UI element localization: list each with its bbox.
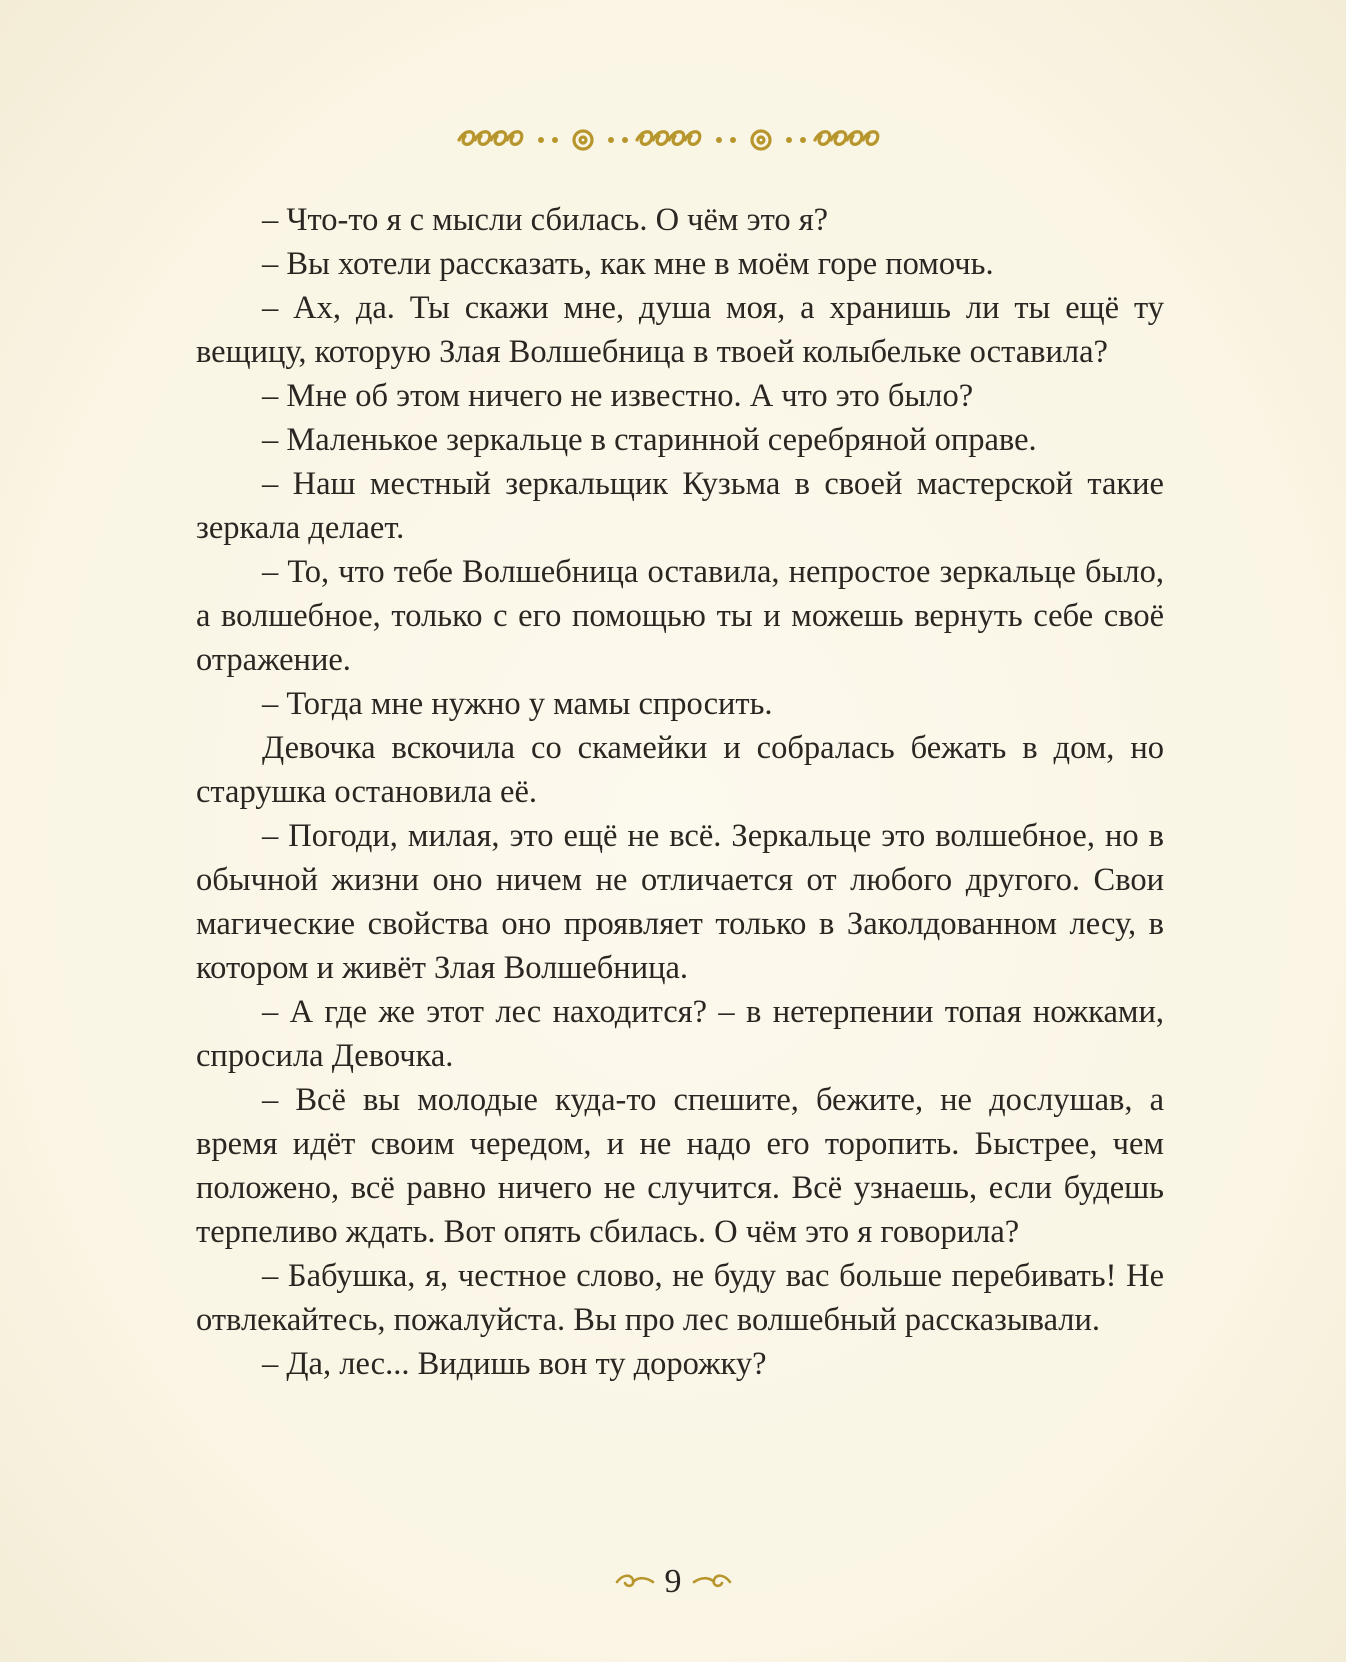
swirl-flourish-right-icon — [692, 1572, 732, 1592]
paragraph: – Наш местный зеркальщик Кузьма в своей мастерской такие зеркала делает. — [196, 466, 1164, 546]
header-ornament — [0, 122, 1346, 158]
paragraph: Девочка вскочила со скамейки и собралась бежать в дом, но старушка остановила её. — [196, 730, 1164, 810]
paragraph: – Мне об этом ничего не известно. А что это было? — [262, 378, 974, 414]
paragraph: – А где же этот лес находится? – в нетерпении топая ножками, спросила Девочка. — [196, 994, 1164, 1074]
paragraph: – Что-то я с мысли сбилась. О чём это я? — [262, 202, 829, 238]
page-number: 9 — [664, 1563, 682, 1600]
paragraph: – Всё вы молодые куда-то спешите, бежите, не дослушав, а время идёт своим чередом, и не надо его торопить. Быстрее, чем положено, всё равно ничего не случится. Всё узнаешь, если будешь терпеливо ждать. Вот опять сбилась. О чём это я говорила? — [196, 1082, 1164, 1250]
swirl-flourish-left-icon — [615, 1572, 655, 1592]
story-text — [196, 198, 1164, 1386]
paragraph: – Маленькое зеркальце в старинной серебряной оправе. — [262, 422, 1037, 458]
paragraph: – Тогда мне нужно у мамы спросить. — [262, 686, 773, 722]
floral-divider-ornament-icon — [453, 122, 893, 158]
paragraph: – Погоди, милая, это ещё не всё. Зеркальце это волшебное, но в обычной жизни оно ничем не отличается от любого другого. Свои магические свойства оно проявляет только в Заколдованном лесу, в котором и живёт Злая Волшебница. — [196, 818, 1164, 986]
paragraph: – Ах, да. Ты скажи мне, душа моя, а хранишь ли ты ещё ту вещицу, которую Злая Волшебница в твоей колыбельке оставила? — [196, 290, 1164, 370]
paragraph: – Да, лес... Видишь вон ту дорожку? — [262, 1346, 767, 1382]
paragraph: – То, что тебе Волшебница оставила, непростое зеркальце было, а волшебное, только с его помощью ты и можешь вернуть себе своё отражение. — [196, 554, 1164, 678]
paragraph: – Вы хотели рассказать, как мне в моём горе помочь. — [262, 246, 994, 282]
paragraph: – Бабушка, я, честное слово, не буду вас больше перебивать! Не отвлекайтесь, пожалуйста. Вы про лес волшебный рассказывали. — [196, 1258, 1164, 1338]
page-footer — [0, 1562, 1346, 1602]
